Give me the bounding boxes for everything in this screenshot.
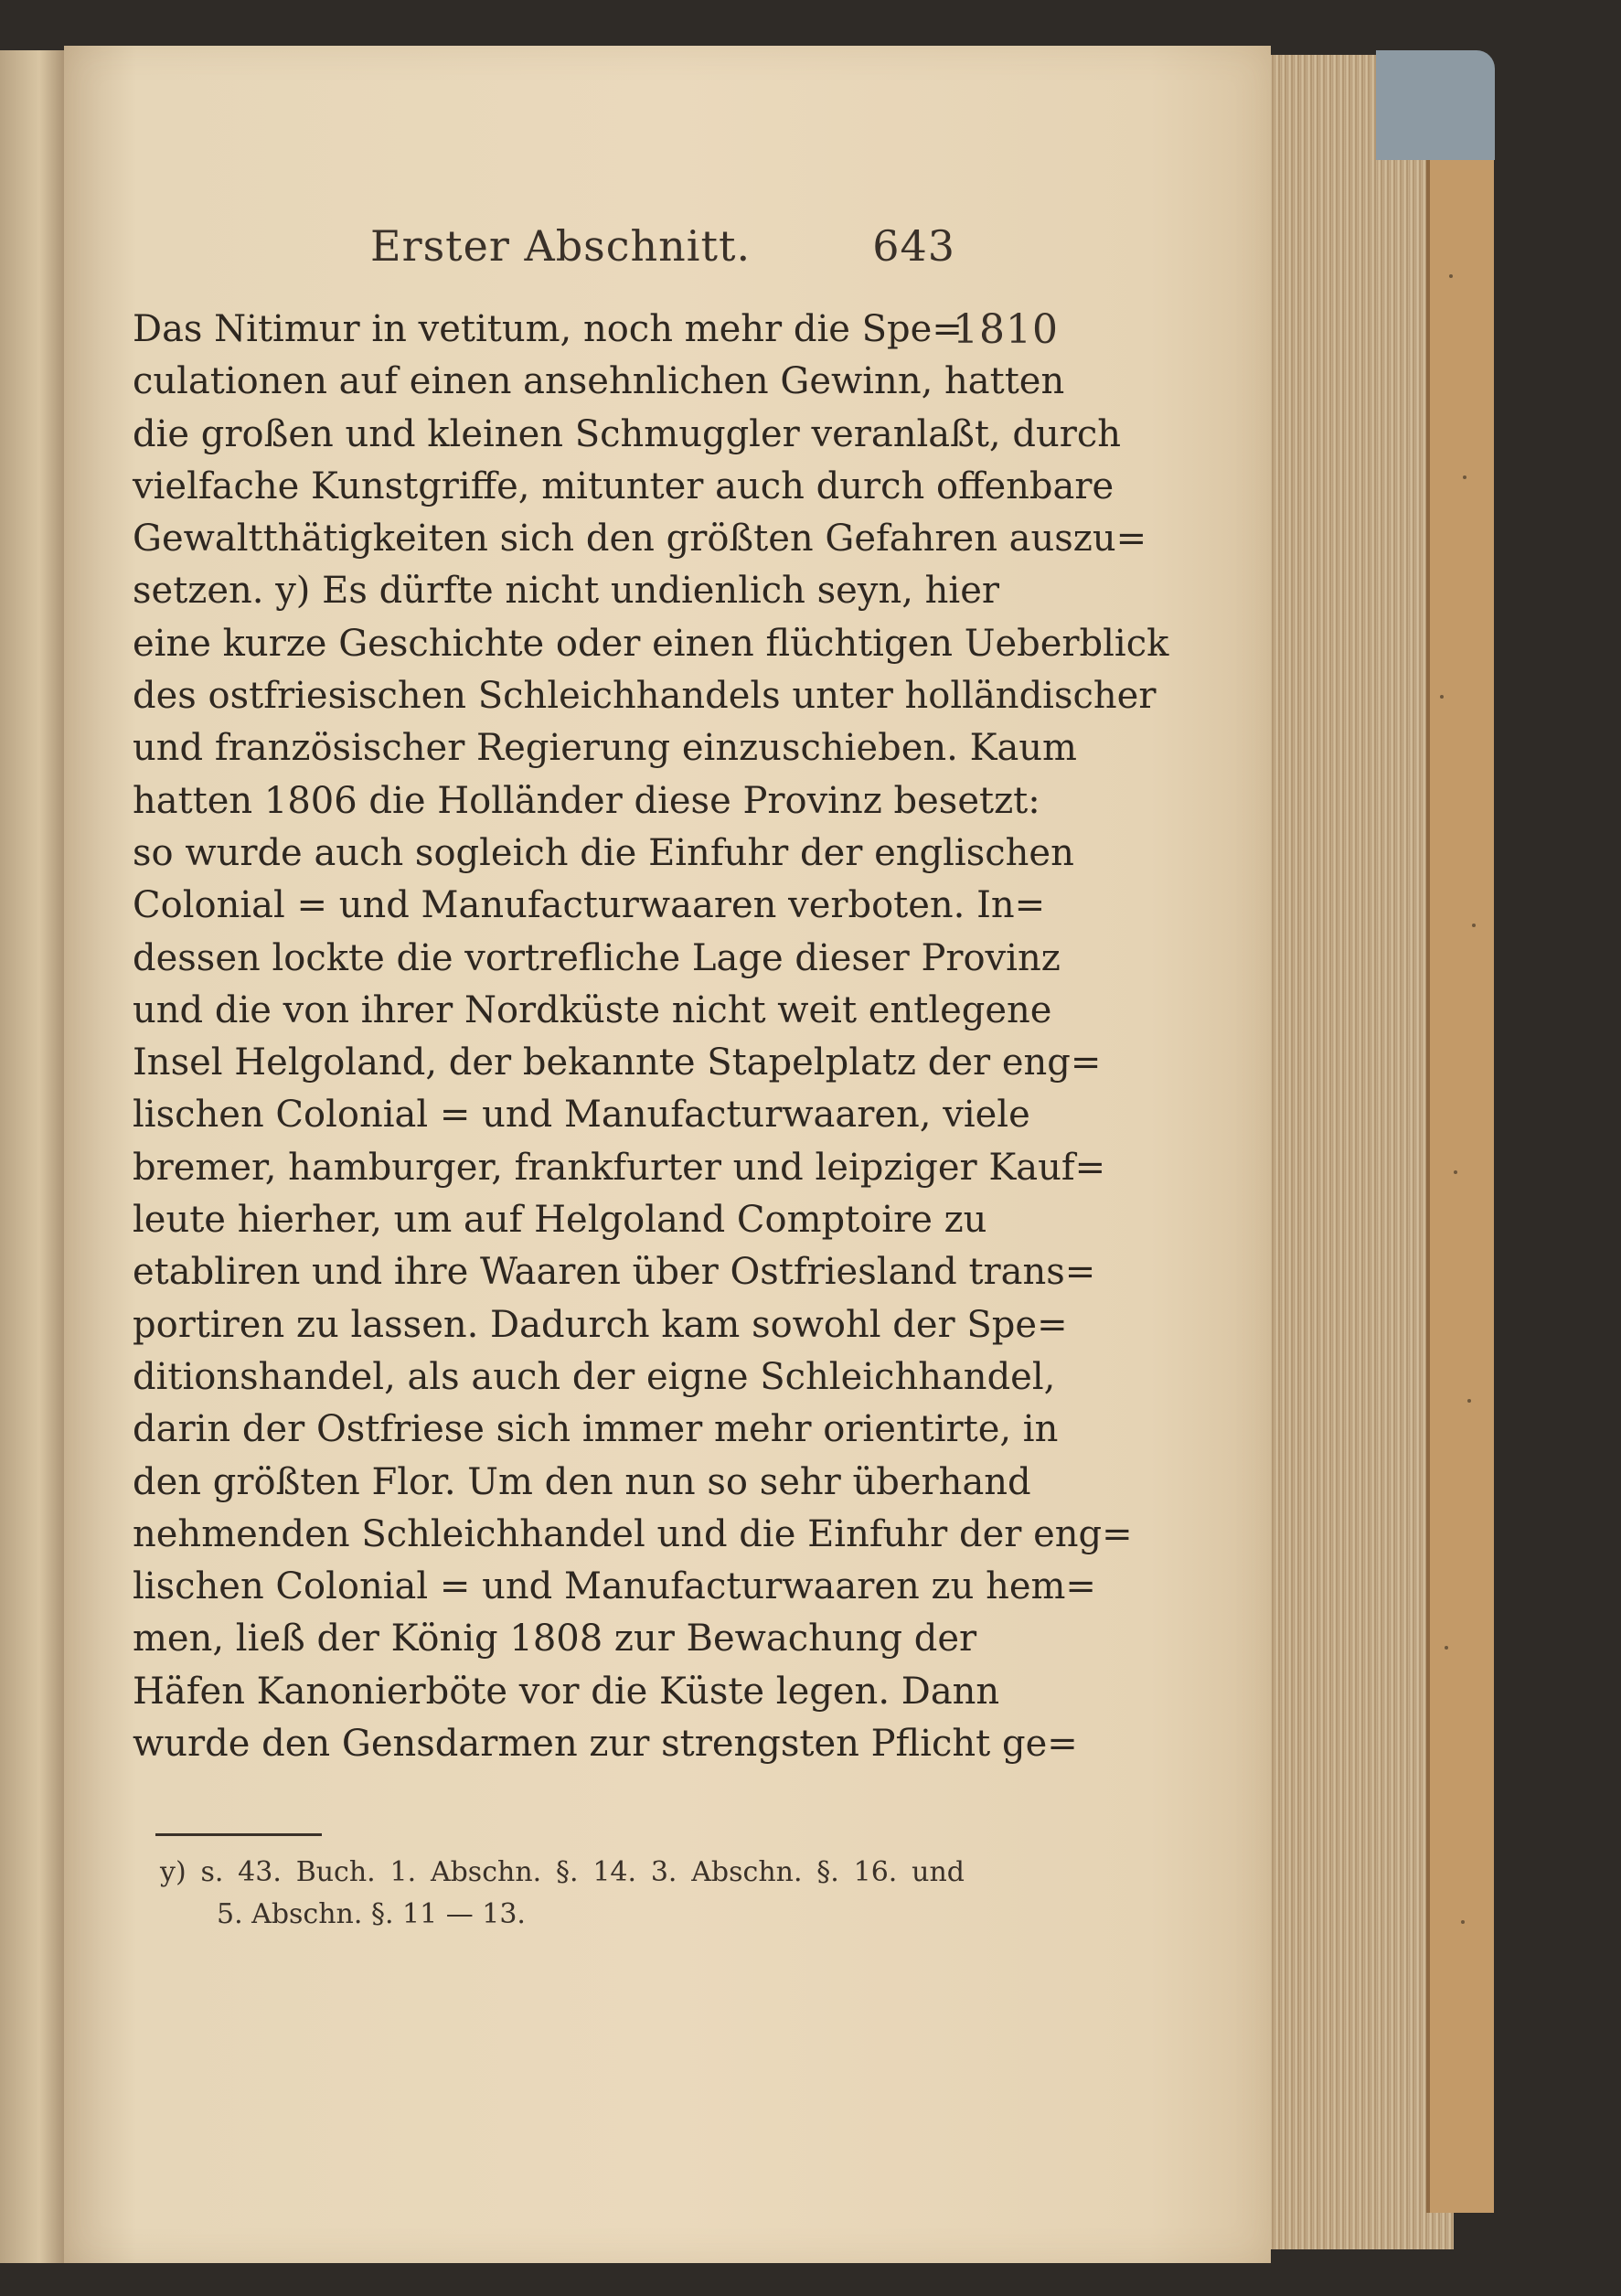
text-line: nehmenden Schleichhandel und die Einfuhr der eng=	[133, 1512, 1133, 1555]
foxing-speck	[1440, 695, 1444, 699]
text-line: ditionshandel, als auch der eigne Schleichhandel,	[133, 1355, 1056, 1398]
text-line: setzen. y) Es dürfte nicht undienlich seyn, hier	[133, 570, 999, 613]
text-line: wurde den Gensdarmen zur strengsten Pflicht ge=	[133, 1723, 1078, 1766]
footnote-line: 5. Abschn. §. 11 — 13.	[217, 1898, 526, 1930]
page-number: 643	[872, 221, 955, 271]
text-line: Insel Helgoland, der bekannte Stapelplatz der eng=	[133, 1041, 1102, 1084]
page-block-edges	[1262, 55, 1454, 2249]
text-line: des ostfriesischen Schleichhandels unter holländischer	[133, 675, 1157, 718]
text-line: eine kurze Geschichte oder einen flüchtigen Ueberblick	[133, 622, 1169, 665]
text-line: Gewaltthätigkeiten sich den größten Gefahren auszu=	[133, 518, 1147, 561]
text-line: so wurde auch sogleich die Einfuhr der englischen	[133, 831, 1074, 874]
book-cover-corner	[1376, 50, 1495, 160]
text-line: culationen auf einen ansehnlichen Gewinn, hatten	[133, 360, 1065, 403]
text-line: vielfache Kunstgriffe, mitunter auch durch offenbare	[133, 465, 1114, 507]
text-line: und französischer Regierung einzuschieben. Kaum	[133, 727, 1077, 770]
running-head-title: Erster Abschnitt.	[370, 221, 752, 271]
text-line: etabliren und ihre Waaren über Ostfriesland trans=	[133, 1251, 1096, 1294]
text-line: darin der Ostfriese sich immer mehr orientirte, in	[133, 1408, 1059, 1451]
foxing-speck	[1463, 475, 1466, 479]
footnote-rule	[155, 1833, 322, 1836]
footnote	[160, 1852, 965, 1936]
text-line: Häfen Kanonierböte vor die Küste legen. Dann	[133, 1670, 1000, 1713]
text-line: lischen Colonial = und Manufacturwaaren, viele	[133, 1094, 1030, 1137]
foxing-speck	[1449, 274, 1453, 278]
text-line: und die von ihrer Nordküste nicht weit entlegene	[133, 988, 1052, 1031]
foxing-speck	[1445, 1646, 1448, 1650]
text-line: lischen Colonial = und Manufacturwaaren zu hem=	[133, 1565, 1096, 1608]
running-head	[370, 212, 955, 285]
text-line: die großen und kleinen Schmuggler veranlaßt, durch	[133, 412, 1121, 455]
margin-year: 1810	[953, 306, 1059, 353]
foxing-speck	[1472, 924, 1476, 927]
text-line: bremer, hamburger, frankfurter und leipziger Kauf=	[133, 1146, 1106, 1189]
text-line: leute hierher, um auf Helgoland Comptoire zu	[133, 1199, 987, 1242]
foxing-speck	[1461, 1920, 1465, 1924]
text-line: portiren zu lassen. Dadurch kam sowohl der Spe=	[133, 1303, 1068, 1346]
text-line: dessen lockte die vortrefliche Lage dieser Provinz	[133, 936, 1061, 979]
text-line: den größten Flor. Um den nun so sehr überhand	[133, 1460, 1031, 1503]
foxing-speck	[1454, 1170, 1457, 1174]
text-line: Das Nitimur in vetitum, noch mehr die Spe=	[133, 308, 963, 350]
foxing-speck	[1467, 1399, 1471, 1403]
facing-page-edge	[0, 50, 66, 2263]
footnote-line: y) s. 43. Buch. 1. Abschn. §. 14. 3. Abschn. §. 16. und	[160, 1856, 965, 1888]
book-cover-edge	[1426, 82, 1494, 2213]
text-line: Colonial = und Manufacturwaaren verboten. In=	[133, 884, 1046, 927]
text-line: hatten 1806 die Holländer diese Provinz besetzt:	[133, 779, 1040, 822]
text-line: men, ließ der König 1808 zur Bewachung der	[133, 1618, 977, 1661]
